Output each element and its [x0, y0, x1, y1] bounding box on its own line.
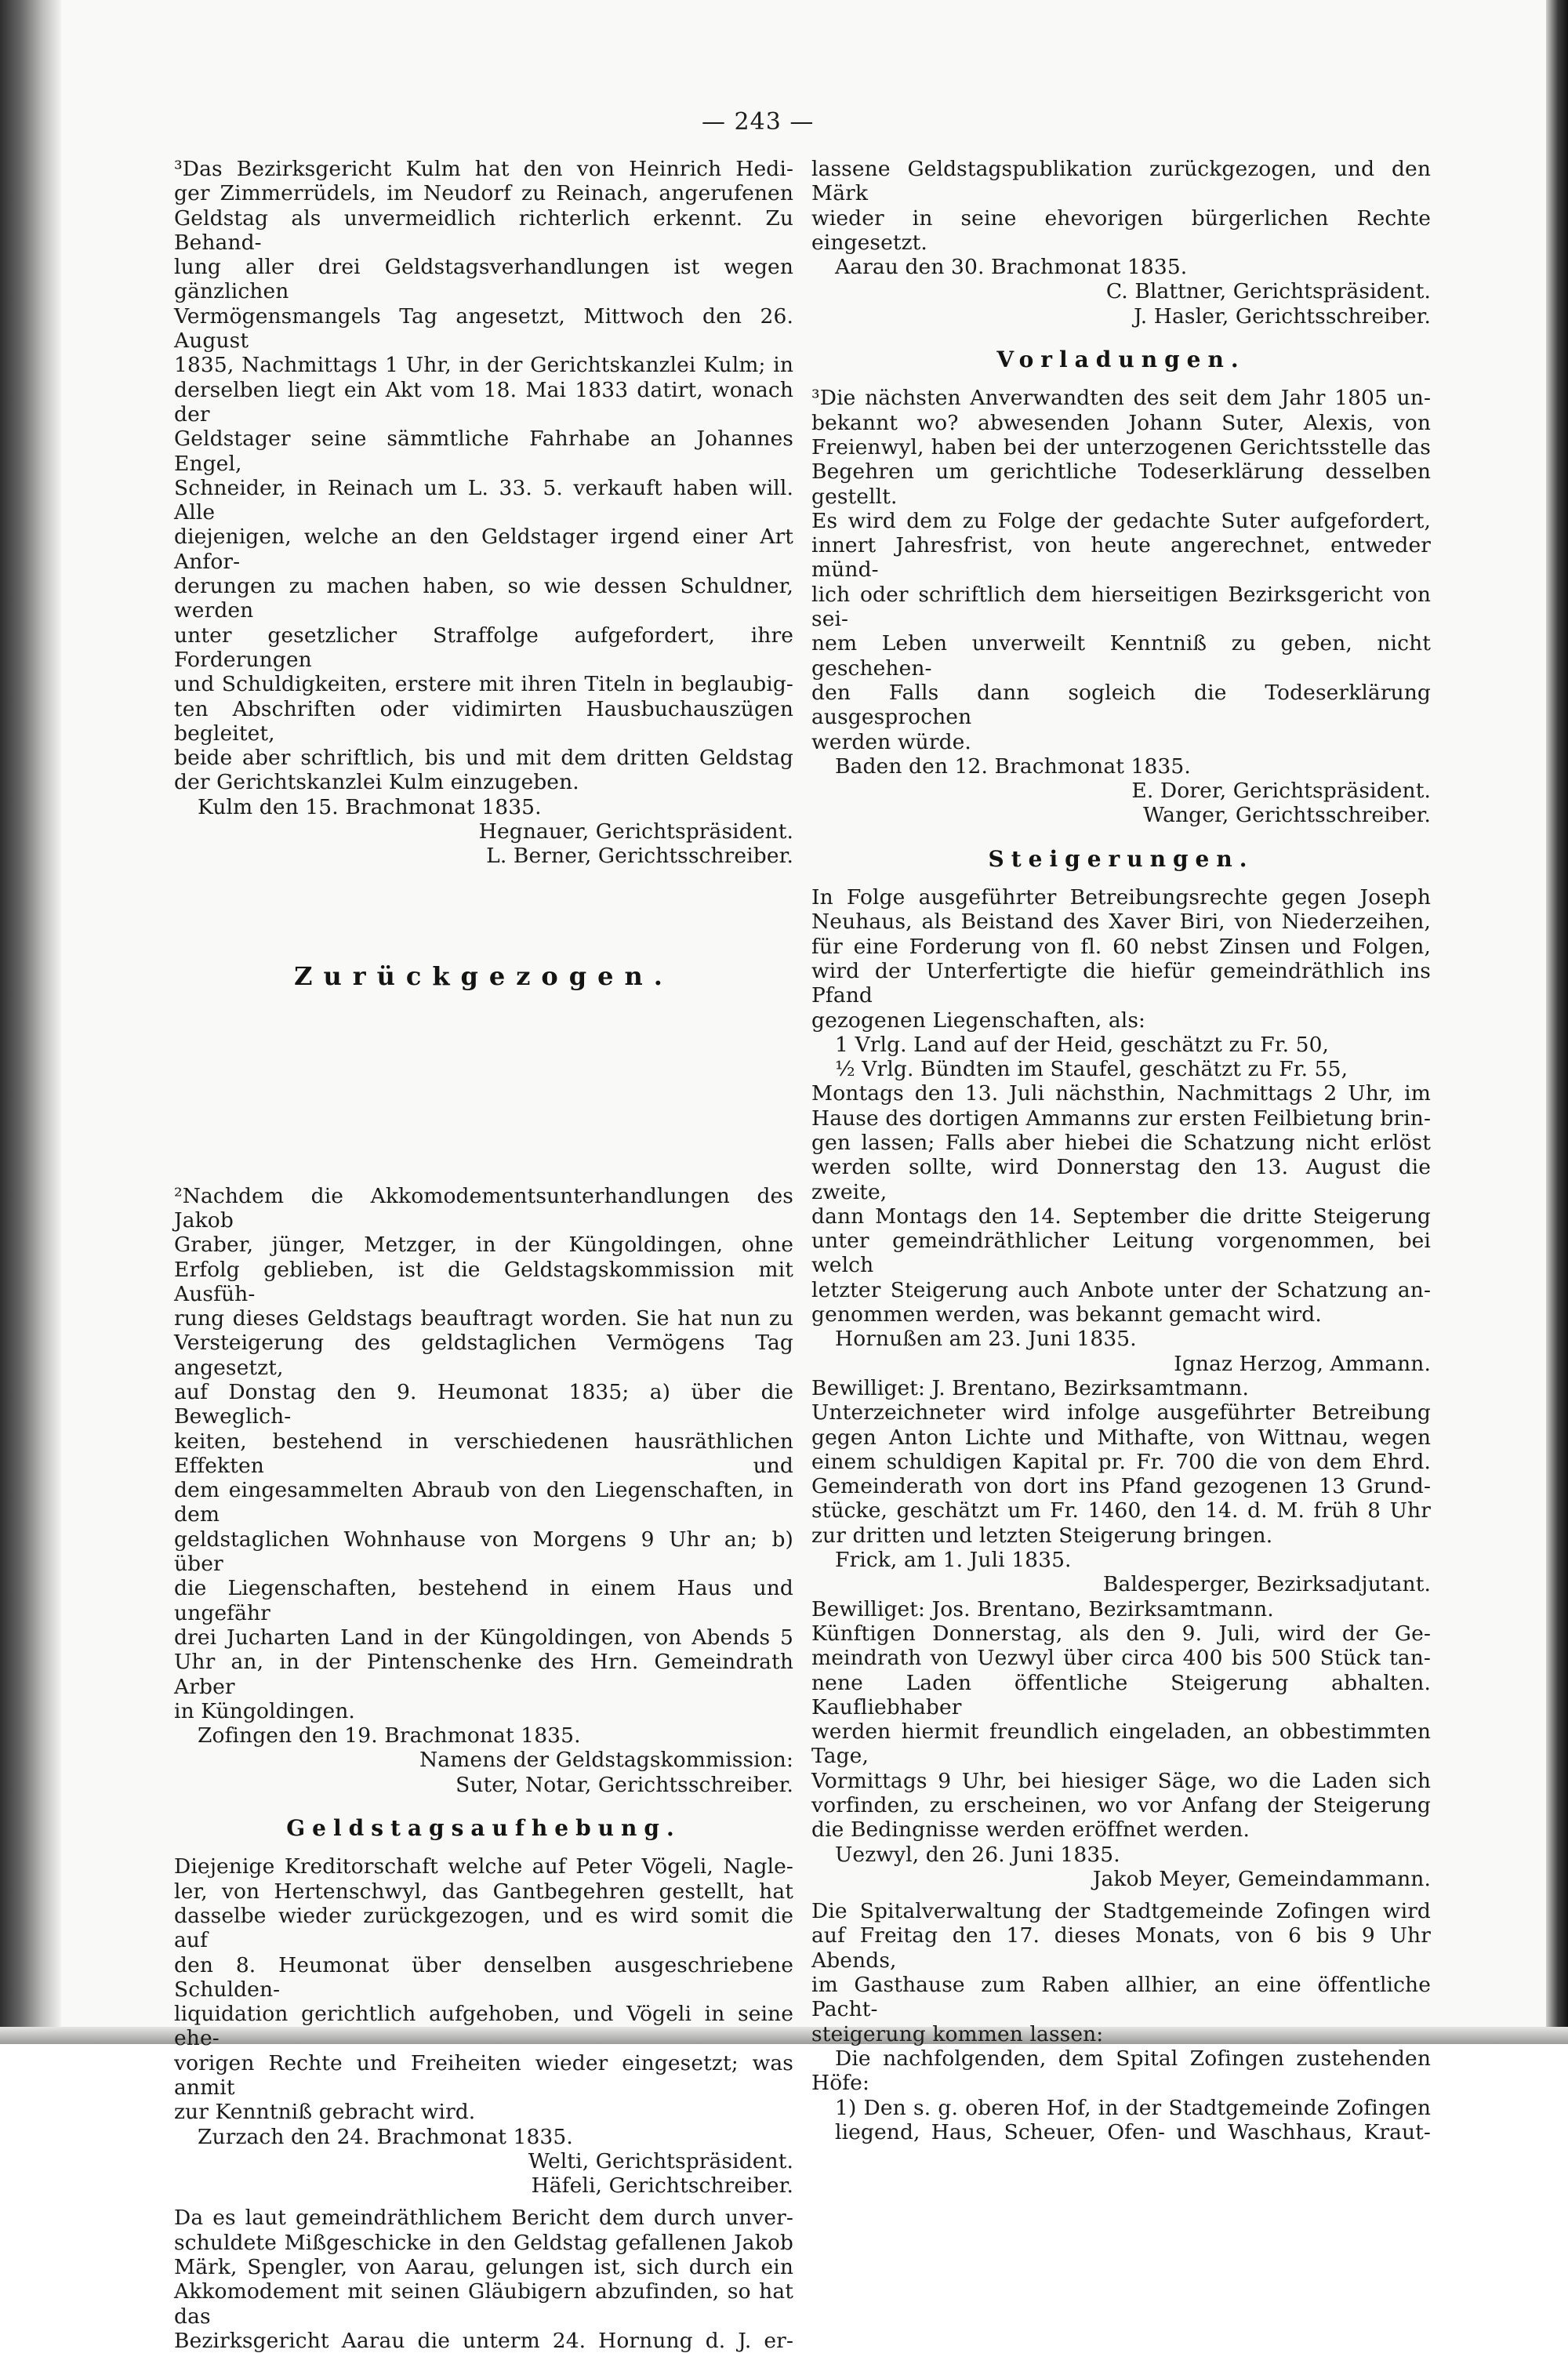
text-line: bekannt wo? abwesenden Johann Suter, Alexis, von — [811, 410, 1431, 435]
binding-gutter — [0, 0, 61, 2044]
text-line: zur dritten und letzten Steigerung bringen. — [811, 1523, 1273, 1548]
text-line: Bezirksgericht Aarau die unterm 24. Hornung d. J. er- — [174, 2328, 793, 2353]
text-line: nene Laden öffentliche Steigerung abhalten. Kaufliebhaber — [811, 1670, 1431, 1719]
text-line: wieder in seine ehevorigen bürgerlichen Rechte eingesetzt. — [811, 205, 1431, 255]
signature: C. Blattner, Gerichtspräsident. — [1105, 279, 1431, 304]
text-line: in Küngoldingen. — [174, 1698, 355, 1723]
left-column — [174, 157, 793, 2353]
text-line: Erfolg geblieben, ist die Geldstagskommission mit Ausfüh- — [174, 1257, 793, 1306]
text-line: derselben liegt ein Akt vom 18. Mai 1833 datirt, wonach der — [174, 377, 793, 427]
text-line: den Falls dann sogleich die Todeserklärung ausgesprochen — [811, 680, 1431, 730]
signature: Suter, Notar, Gerichtsschreiber. — [456, 1772, 793, 1797]
text-line: innert Jahresfrist, von heute angerechnet, entweder münd- — [811, 533, 1431, 583]
section-heading-summons: Vorladungen. — [996, 347, 1246, 373]
text-line: Schneider, in Reinach um L. 33. 5. verkauft haben will. Alle — [174, 475, 793, 525]
text-line: stücke, geschätzt um Fr. 1460, den 14. d. M. früh 8 Uhr — [811, 1498, 1431, 1523]
signature: Baldesperger, Bezirksadjutant. — [1102, 1572, 1431, 1597]
text-line: Vormittags 9 Uhr, bei hiesiger Säge, wo die Laden sich — [811, 1768, 1431, 1793]
text-line: gen lassen; Falls aber hiebei die Schatzung nicht erlöst — [811, 1130, 1431, 1155]
signature: Namens der Geldstagskommission: — [419, 1748, 793, 1773]
notice-graber — [174, 1184, 793, 1797]
text-line: die Bedingnisse werden eröffnet werden. — [811, 1817, 1250, 1843]
text-line: für eine Forderung von fl. 60 nebst Zinsen und Folgen, — [811, 934, 1431, 959]
section-heading: Zurückgezogen. — [294, 960, 673, 991]
text-line: Freienwyl, haben bei der unterzogenen Gerichtsstelle das — [811, 434, 1431, 459]
text-line: Uhr an, in der Pintenschenke des Hrn. Gemeindrath Arber — [174, 1650, 793, 1699]
text-line: Neuhaus, als Beistand des Xaver Biri, von Niederzeihen, — [811, 910, 1431, 935]
signature: J. Hasler, Gerichtsschreiber. — [1134, 303, 1431, 329]
text-line: Es wird dem zu Folge der gedachte Suter aufgefordert, — [811, 508, 1431, 533]
place-date: Zofingen den 19. Brachmonat 1835. — [198, 1723, 581, 1748]
text-line: Hause des dortigen Ammanns zur ersten Feilbietung brin- — [811, 1106, 1431, 1131]
page-edge-right — [1546, 0, 1568, 2044]
text-line: wird der Unterfertigte die hiefür gemeindräthlich ins Pfand — [811, 958, 1431, 1008]
text-line: vorfinden, zu erscheinen, wo vor Anfang der Steigerung — [811, 1793, 1431, 1817]
text-line: den 8. Heumonat über denselben ausgeschriebene Schulden- — [174, 1952, 793, 2002]
signature: L. Berner, Gerichtsschreiber. — [486, 844, 793, 869]
text-line: In Folge ausgeführter Betreibungsrechte gegen Joseph — [811, 885, 1431, 910]
text-line: ger Zimmerrüdels, im Neudorf zu Reinach, angerufenen — [174, 181, 793, 206]
section-heading-auctions: Steigerungen. — [988, 845, 1254, 872]
right-column — [811, 157, 1431, 2144]
text-line: Die nachfolgenden, dem Spital Zofingen zustehenden — [835, 2046, 1431, 2071]
signature: Welti, Gerichtspräsident. — [528, 2148, 793, 2173]
place-date: Uezwyl, den 26. Juni 1835. — [835, 1842, 1120, 1867]
text-line: Die Spitalverwaltung der Stadtgemeinde Zofingen wird — [811, 1899, 1431, 1924]
text-line: Versteigerung des geldstaglichen Vermögens Tag angesetzt, — [174, 1331, 793, 1380]
text-line: ²Nachdem die Akkomodementsunterhandlungen des Jakob — [174, 1183, 793, 1233]
text-line: gezogenen Liegenschaften, als: — [811, 1008, 1146, 1033]
text-line: steigerung kommen lassen: — [811, 2021, 1104, 2046]
text-line: im Gasthause zum Raben allhier, an eine öffentliche Pacht- — [811, 1973, 1431, 2022]
text-line: Akkomodement mit seinen Gläubigern abzufinden, so hat das — [174, 2279, 793, 2329]
place-date: Hornußen am 23. Juni 1835. — [835, 1327, 1137, 1352]
section-withdrawn — [174, 869, 793, 1080]
text-line: diejenigen, welche an den Geldstager irgend einer Art Anfor- — [174, 525, 793, 574]
text-line: meindrath von Uezwyl über circa 400 bis 500 Stück tan- — [811, 1646, 1431, 1671]
text-line: dem eingesammelten Abraub von den Liegenschaften, in dem — [174, 1478, 793, 1527]
text-line: unter gemeindräthlicher Leitung vorgenommen, bei welch — [811, 1229, 1431, 1278]
text-line: Gemeinderath von dort ins Pfand gezogenen 13 Grund- — [811, 1474, 1431, 1499]
text-line: ³Das Bezirksgericht Kulm hat den von Heinrich Hedi- — [174, 157, 793, 181]
notice-suter — [811, 386, 1431, 827]
text-line: lassene Geldstagspublikation zurückgezogen, und den Märk — [811, 157, 1431, 206]
place-date: Zurzach den 24. Brachmonat 1835. — [198, 2124, 573, 2149]
notice-voegeli — [174, 1854, 793, 2198]
list-item: 1) Den s. g. oberen Hof, in der Stadtgemeinde Zofingen — [835, 2095, 1431, 2120]
text-line: werden hiermit freundlich eingeladen, an obbestimmten Tage, — [811, 1719, 1431, 1769]
text-line: drei Jucharten Land in der Küngoldingen, von Abends 5 — [174, 1625, 793, 1650]
text-line: und Schuldigkeiten, erstere mit ihren Titeln in beglaubig- — [174, 672, 793, 697]
notice-maerk — [174, 2206, 793, 2353]
place-date: Kulm den 15. Brachmonat 1835. — [198, 794, 542, 819]
text-line: Graber, jünger, Metzger, in der Küngoldingen, ohne — [174, 1233, 793, 1258]
text-line: lung aller drei Geldstagsverhandlungen ist wegen gänzlichen — [174, 255, 793, 304]
text-line: liquidation gerichtlich aufgehoben, und Vögeli in seine ehe- — [174, 2002, 793, 2051]
text-line: 1835, Nachmittags 1 Uhr, in der Gerichtskanzlei Kulm; in — [174, 353, 793, 378]
list-item: ½ Vrlg. Bündten im Staufel, geschätzt zu Fr. 55, — [835, 1057, 1348, 1082]
text-line: Märk, Spengler, von Aarau, gelungen ist, sich durch ein — [174, 2255, 793, 2280]
text-line: Unterzeichneter wird infolge ausgeführter Betreibung — [811, 1400, 1431, 1425]
text-line: vorigen Rechte und Freiheiten wieder eingesetzt; was anmit — [174, 2050, 793, 2100]
signature: Wanger, Gerichtsschreiber. — [1143, 803, 1431, 828]
text-line: unter gesetzlicher Straffolge aufgefordert, ihre Forderungen — [174, 623, 793, 672]
text-line: keiten, bestehend in verschiedenen hausräthlichen Effekten und — [174, 1429, 793, 1478]
text-line: werden würde. — [811, 729, 971, 754]
signature: E. Dorer, Gerichtspräsident. — [1131, 779, 1431, 804]
text-line: Da es laut gemeindräthlichem Bericht dem durch unver- — [174, 2206, 793, 2231]
place-date: Baden den 12. Brachmonat 1835. — [835, 753, 1191, 779]
text-line: gegen Anton Lichte und Mithafte, von Wittnau, wegen — [811, 1425, 1431, 1450]
text-line: genommen werden, was bekannt gemacht wird. — [811, 1302, 1322, 1327]
signature: Ignaz Herzog, Ammann. — [1174, 1351, 1431, 1376]
text-line: Diejenige Kreditorschaft welche auf Peter Vögeli, Nagle- — [174, 1854, 793, 1879]
section-heading-cancellation: Geldstagsaufhebung. — [286, 1815, 681, 1842]
notice-spital-zofingen — [811, 1899, 1431, 2144]
text-line: ten Abschriften oder vidimirten Hausbuchauszügen begleitet, — [174, 696, 793, 746]
signature: Jakob Meyer, Gemeindammann. — [1092, 1866, 1431, 1891]
text-line: beide aber schriftlich, bis und mit dem dritten Geldstag — [174, 746, 793, 771]
text-line: auf Freitag den 17. dieses Monats, von 6 bis 9 Uhr Abends, — [811, 1923, 1431, 1973]
text-line: auf Donstag den 9. Heumonat 1835; a) über die Beweglich- — [174, 1379, 793, 1429]
text-line: dasselbe wieder zurückgezogen, und es wird somit die auf — [174, 1903, 793, 1953]
text-line: ³Die nächsten Anverwandten des seit dem Jahr 1805 un- — [811, 386, 1431, 411]
signature: Hegnauer, Gerichtspräsident. — [478, 819, 793, 844]
text-line: werden sollte, wird Donnerstag den 13. August die zweite, — [811, 1155, 1431, 1204]
notice-lichte — [811, 1400, 1431, 1621]
text-line: nem Leben unverweilt Kenntniß zu geben, nicht geschehen- — [811, 631, 1431, 681]
text-line: ler, von Hertenschwyl, das Gantbegehren gestellt, hat — [174, 1879, 793, 1904]
text-line: letzter Steigerung auch Anbote unter der Schatzung an- — [811, 1277, 1431, 1302]
approval: Bewilliget: J. Brentano, Bezirksamtmann. — [811, 1375, 1249, 1400]
place-date: Frick, am 1. Juli 1835. — [835, 1548, 1072, 1573]
text-line: dann Montags den 14. September die dritte Steigerung — [811, 1204, 1431, 1229]
page-number: — 243 — — [702, 108, 815, 136]
text-line: Vermögensmangels Tag angesetzt, Mittwoch den 26. August — [174, 303, 793, 354]
list-item: 1 Vrlg. Land auf der Heid, geschätzt zu Fr. 50, — [835, 1032, 1330, 1057]
text-line: einem schuldigen Kapital pr. Fr. 700 die von dem Ehrd. — [811, 1449, 1431, 1474]
approval: Bewilliget: Jos. Brentano, Bezirksamtmann. — [811, 1596, 1274, 1621]
text-line: Geldstager seine sämmtliche Fahrhabe an Johannes Engel, — [174, 427, 793, 476]
text-line: der Gerichtskanzlei Kulm einzugeben. — [174, 770, 579, 795]
text-line: Geldstag als unvermeidlich richterlich erkennt. Zu Behand- — [174, 205, 793, 255]
text-line: derungen zu machen haben, so wie dessen Schuldner, werden — [174, 574, 793, 623]
text-line: rung dieses Geldstags beauftragt worden. Sie hat nun zu — [174, 1306, 793, 1331]
notice-bankruptcy-hediger — [174, 157, 793, 869]
text-line: geldstaglichen Wohnhause von Morgens 9 Uhr an; b) über — [174, 1527, 793, 1577]
text-line: die Liegenschaften, bestehend in einem Haus und ungefähr — [174, 1576, 793, 1625]
notice-uezwyl — [811, 1621, 1431, 1891]
text-line: schuldete Mißgeschicke in den Geldstag gefallenen Jakob — [174, 2230, 793, 2255]
text-line: Höfe: — [811, 2071, 869, 2096]
text-line: Künftigen Donnerstag, als den 9. Juli, wird der Ge- — [811, 1621, 1431, 1646]
text-line: Montags den 13. Juli nächsthin, Nachmittags 2 Uhr, im — [811, 1081, 1431, 1106]
signature: Häfeli, Gerichtschreiber. — [531, 2173, 793, 2199]
notice-maerk-continued — [811, 157, 1431, 329]
notice-neuhaus — [811, 885, 1431, 1400]
place-date: Aarau den 30. Brachmonat 1835. — [835, 255, 1188, 280]
list-item: liegend, Haus, Scheuer, Ofen- und Waschhaus, Kraut- — [835, 2119, 1431, 2144]
text-line: zur Kenntniß gebracht wird. — [174, 2100, 476, 2125]
text-line: Begehren um gerichtliche Todeserklärung desselben gestellt. — [811, 459, 1431, 509]
text-line: lich oder schriftlich dem hierseitigen Bezirksgericht von sei- — [811, 582, 1431, 632]
